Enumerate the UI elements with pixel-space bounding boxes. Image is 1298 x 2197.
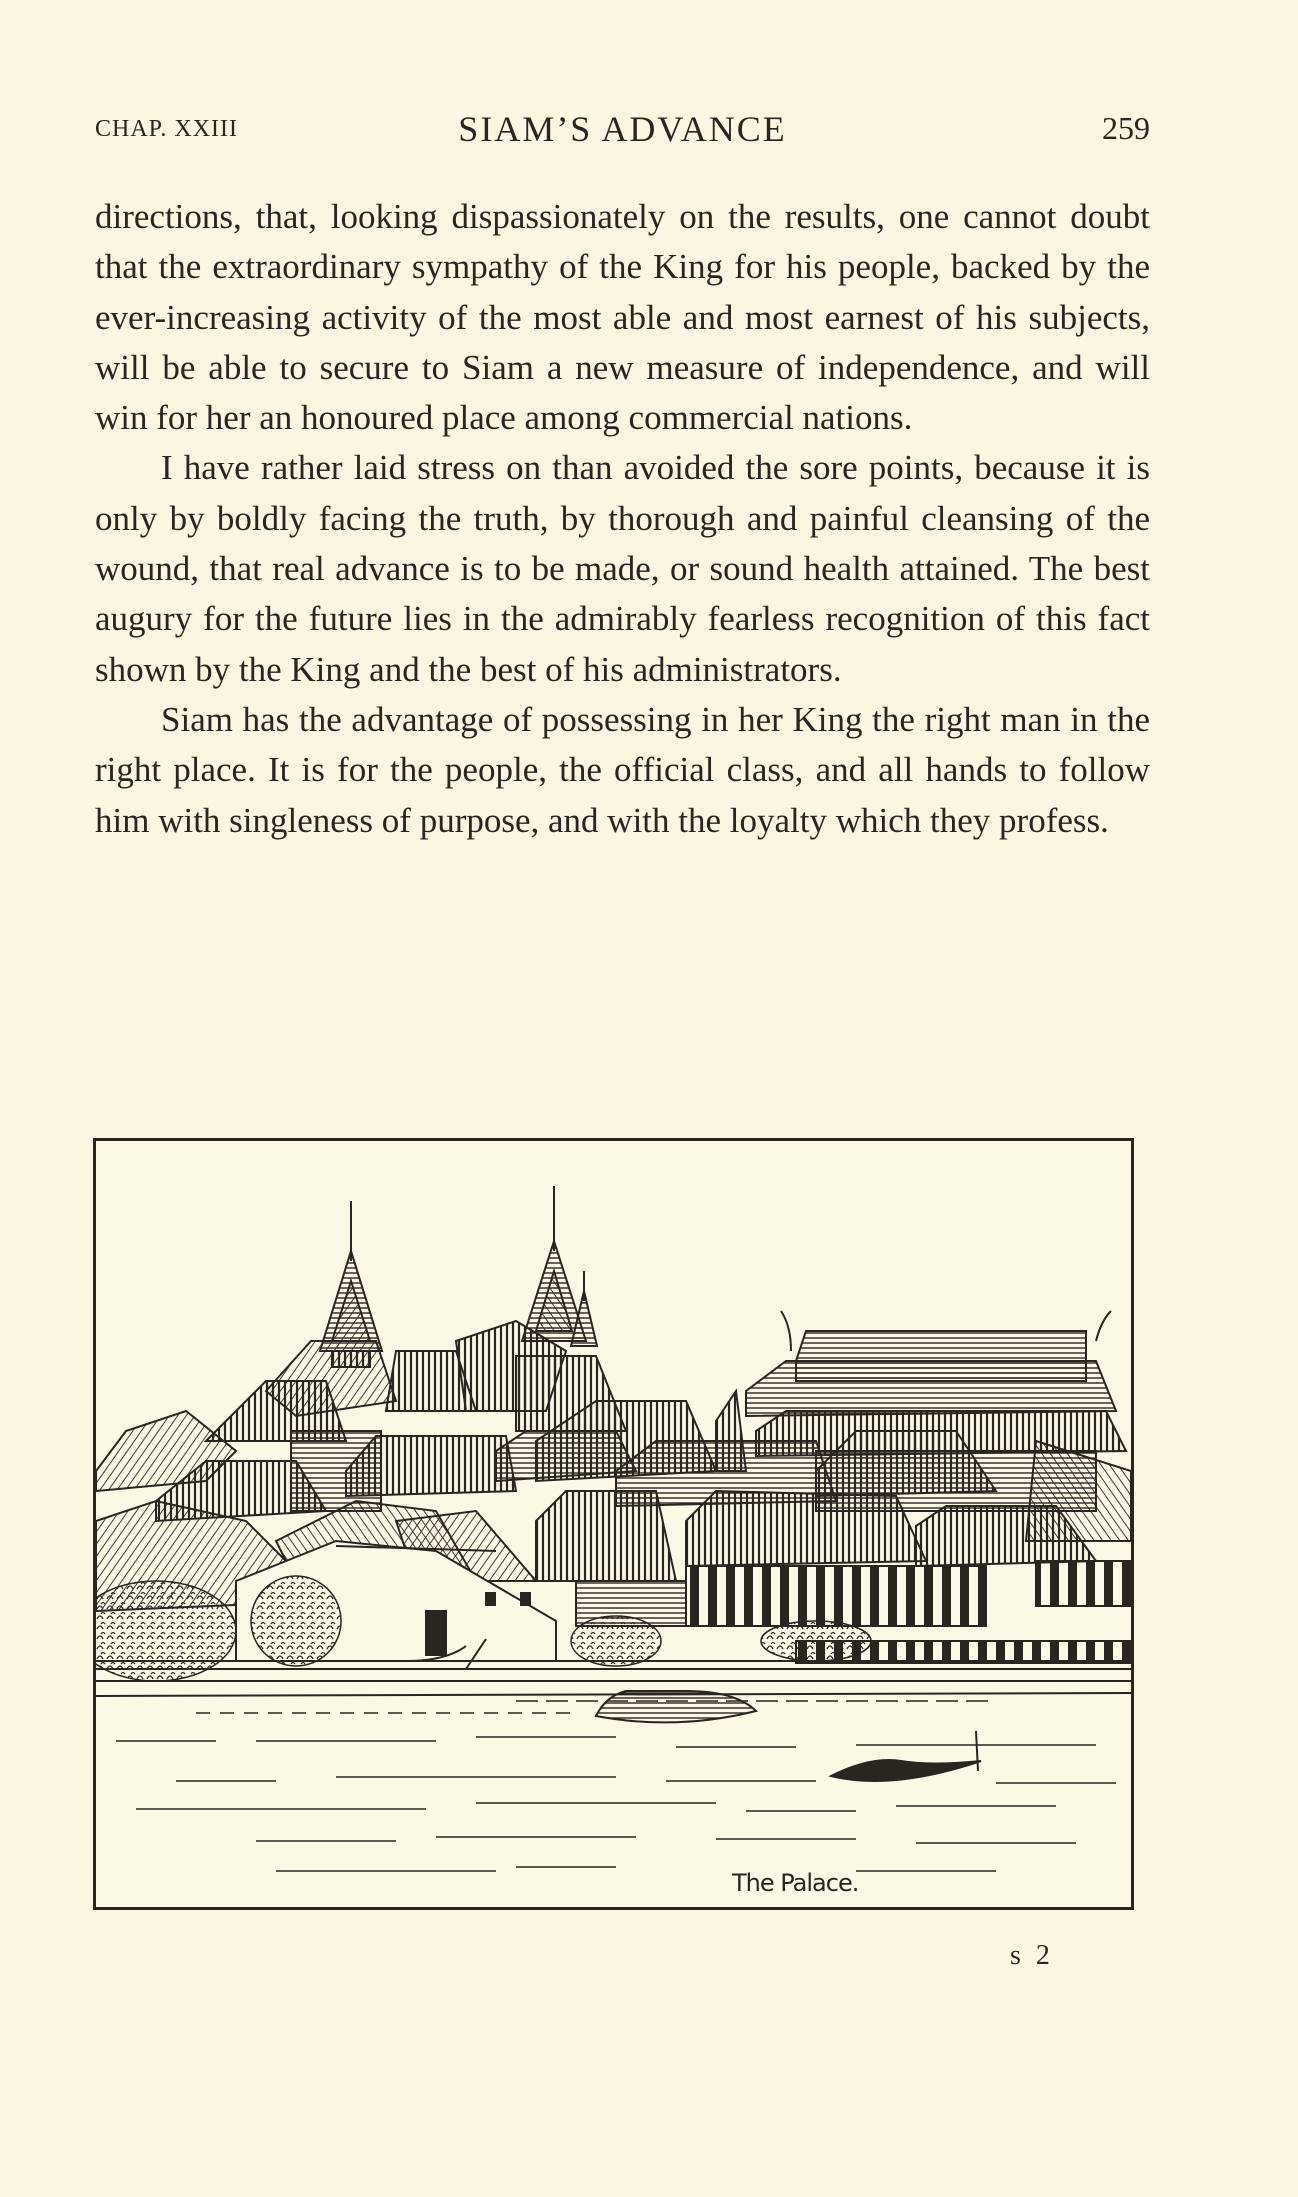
illustration-caption: The Palace. xyxy=(732,1869,859,1897)
paragraph-3: Siam has the advantage of possessing in her King the right man in the right place. It is for the people, the official class, and all hands to follow him with singleness of purpose, and with the loyalty which they profess. xyxy=(95,699,1150,840)
running-title: SIAM’S ADVANCE xyxy=(458,109,787,149)
paragraph-2: I have rather laid stress on than avoided the sore points, because it is only by boldly facing the truth, by thorough and painful cleansing of the wound, that real advance is to be made, or sound health attained. The best augury for the future lies in the admirably fearless recognition of this fact shown by the King and the best of his administrators. xyxy=(95,448,1150,689)
body-text xyxy=(95,192,1150,846)
chapter-label: CHAP. XXIII xyxy=(95,116,238,142)
page-number: 259 xyxy=(1102,110,1150,146)
palace-drawing xyxy=(96,1141,1131,1907)
water-lines xyxy=(116,1701,1116,1871)
signature-mark: s 2 xyxy=(1010,1940,1054,1971)
center-spire xyxy=(522,1186,597,1346)
running-head xyxy=(95,108,1150,152)
paragraph-1: directions, that, looking dispassionately on the results, one cannot doubt that the extraordinary sympathy of the King for his people, backed by the ever-increasing activity of the most able and most earnest of his subjects, will be able to secure to Siam a new measure of independence, and will win for her an honoured place among commercial nations. xyxy=(95,197,1150,438)
palace-illustration xyxy=(93,1138,1134,1910)
